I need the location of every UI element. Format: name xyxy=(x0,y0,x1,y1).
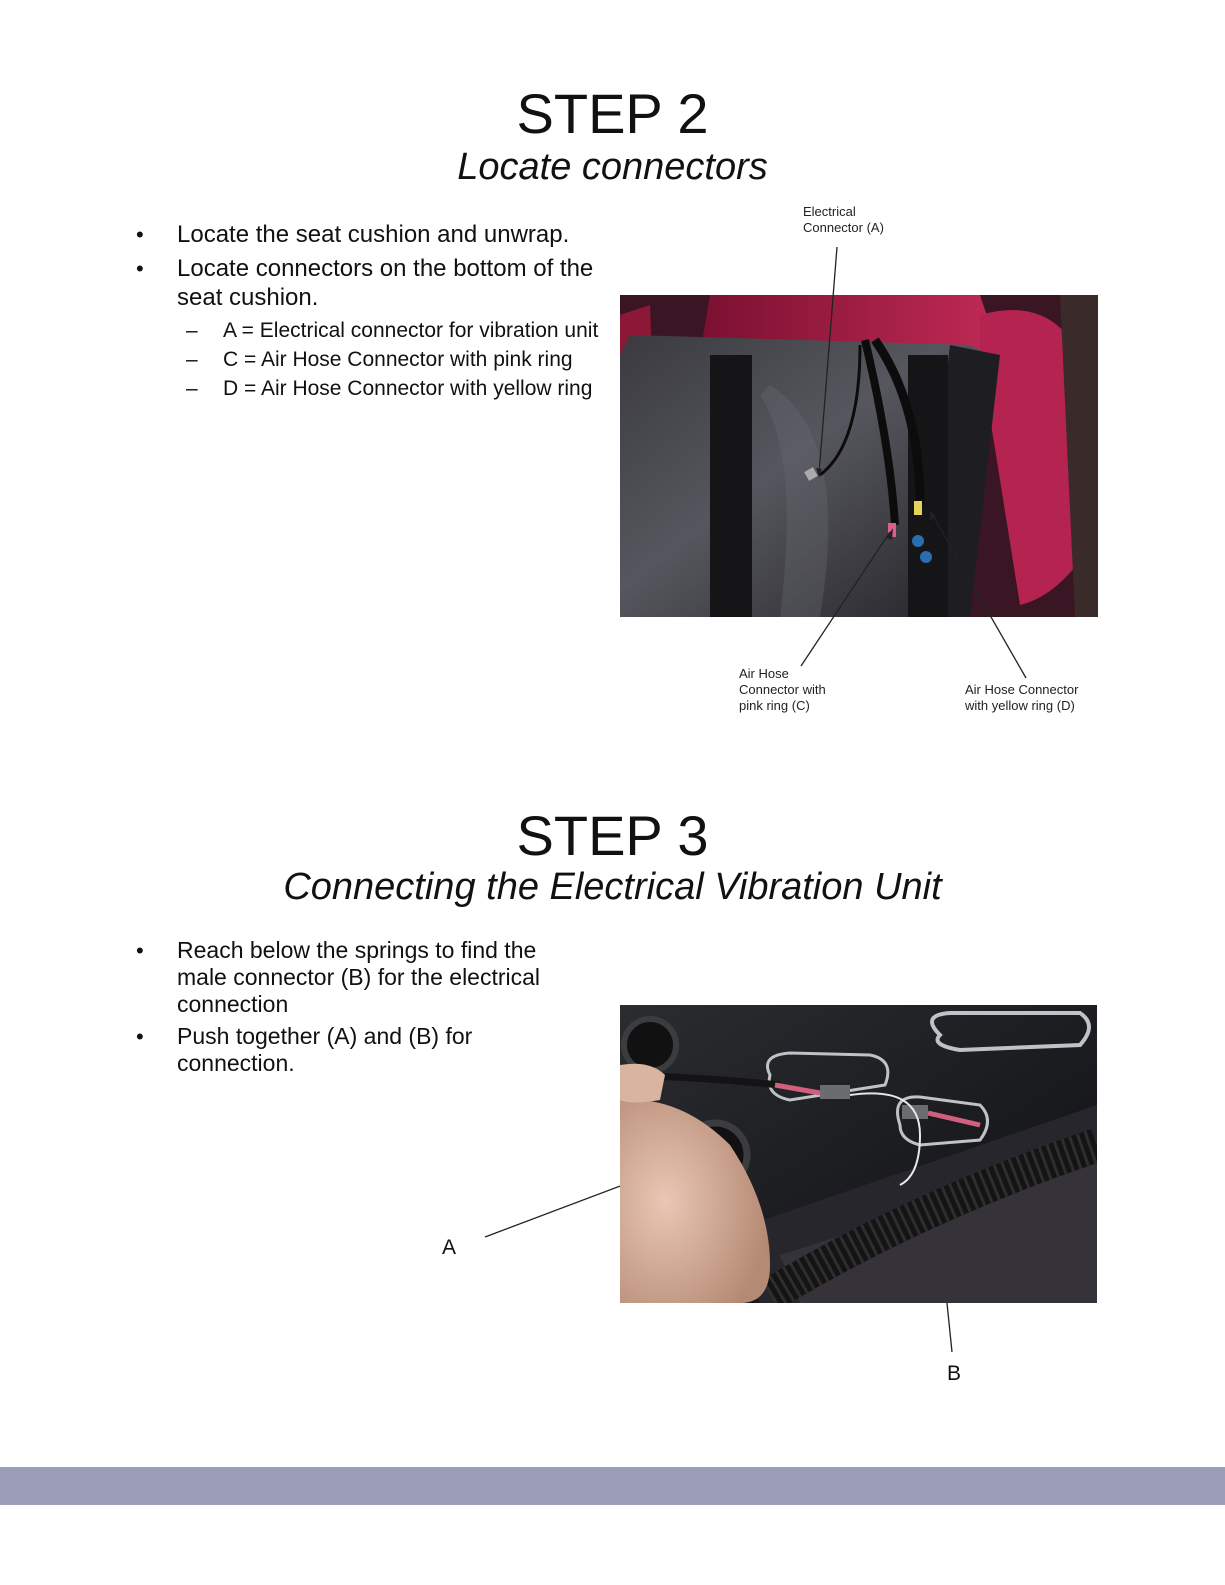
step2-bullet-2: • Locate connectors on the bottom of the seat cushion. xyxy=(130,254,600,312)
callout-electrical-line1: Electrical xyxy=(803,204,856,219)
callout-yellow-line2: with yellow ring (D) xyxy=(965,698,1075,713)
callout-pink-line2: Connector with xyxy=(739,682,826,697)
callout-pink-line1: Air Hose xyxy=(739,666,789,681)
step2-title: STEP 2 xyxy=(516,82,709,145)
step2-subitem-a: – A = Electrical connector for vibration unit xyxy=(130,317,600,344)
callout-electrical xyxy=(803,204,884,236)
callout-yellow-line1: Air Hose Connector xyxy=(965,682,1079,697)
step3-subtitle: Connecting the Electrical Vibration Unit xyxy=(283,866,942,908)
label-b: B xyxy=(947,1362,962,1385)
callout-pink-line3: pink ring (C) xyxy=(739,698,810,713)
footer-band xyxy=(0,1467,1225,1505)
step3-title: STEP 3 xyxy=(516,804,709,867)
label-a: A xyxy=(442,1236,457,1259)
step2-subtitle: Locate connectors xyxy=(457,146,768,188)
callout-electrical-line2: Connector (A) xyxy=(803,220,884,235)
step2-bullet-1: • Locate the seat cushion and unwrap. xyxy=(130,220,600,249)
callout-pink-ring xyxy=(739,666,826,714)
step3-instructions xyxy=(130,937,585,1082)
step2-instructions xyxy=(130,220,600,404)
step3-bullet-2: • Push together (A) and (B) for connection. xyxy=(130,1023,585,1077)
seat-cushion-photo xyxy=(620,295,1098,617)
step3-bullet-1: • Reach below the springs to find the male connector (B) for the electrical connection xyxy=(130,937,585,1018)
callout-yellow-ring xyxy=(965,682,1078,714)
step2-subitem-d: – D = Air Hose Connector with yellow ring xyxy=(130,375,600,402)
connector-photo xyxy=(620,1005,1097,1303)
step2-subitem-c: – C = Air Hose Connector with pink ring xyxy=(130,346,600,373)
